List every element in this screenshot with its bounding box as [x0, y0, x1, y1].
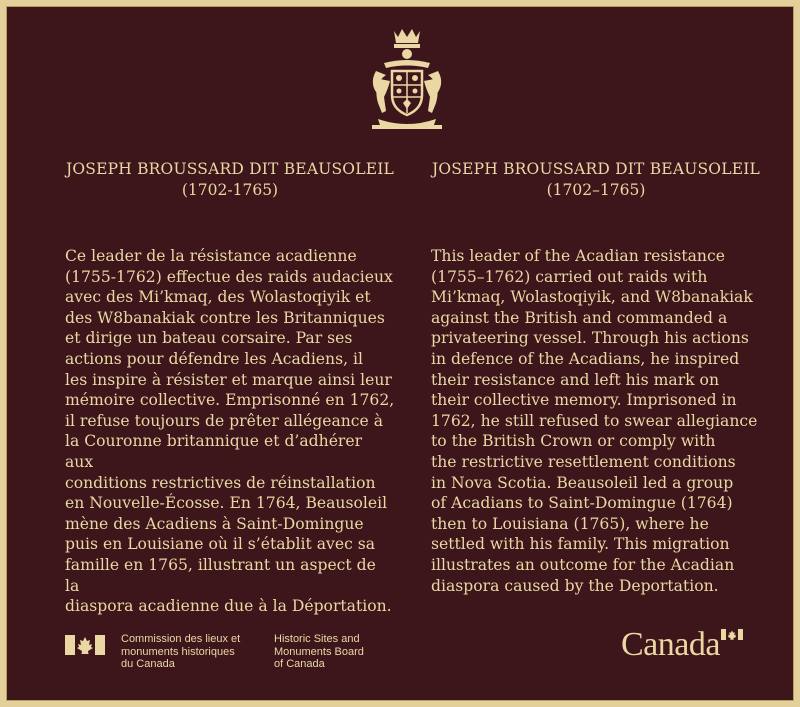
french-dates: (1702-1765)	[181, 181, 279, 199]
english-title: JOSEPH BROUSSARD DIT BEAUSOLEIL	[431, 160, 761, 178]
canada-wordmark: Canada	[621, 626, 720, 663]
plaque	[6, 6, 794, 701]
royal-coat-of-arms-icon	[366, 27, 448, 131]
english-dates: (1702–1765)	[546, 181, 646, 199]
wordmark-flag-icon	[721, 629, 743, 640]
english-body: This leader of the Acadian resistance (1755–1762) carried out raids with Mi’kmaq, Wolastoqiyik, and W8banakiak against the British and commanded a privateering vessel. Through his actions in defence of the Acadians, he inspired their resistance and left his mark on their collective memory. Imprisoned in 1762, he still refused to swear allegiance to the British Crown or comply with the restrictive resettlement conditions in Nova Scotia. Beausoleil led a group of Acadians to Saint-Domingue (1764) then to Louisiana (1765), where he settled with his family. This migration illustrates an outcome for the Acadian diaspora caused by the Deportation.	[431, 247, 758, 595]
board-name-english: Historic Sites and Monuments Board of Canada	[274, 633, 364, 670]
french-title: JOSEPH BROUSSARD DIT BEAUSOLEIL	[65, 160, 395, 178]
board-name-french: Commission des lieux et monuments historiques du Canada	[121, 633, 241, 670]
french-body: Ce leader de la résistance acadienne (1755-1762) effectue des raids audacieux avec des Mi’kmaq, des Wolastoqiyik et des W8banakiak contre les Britanniques et dirige un bateau corsaire. Par ses actions pour défendre les Acadiens, il les inspire à résister et marque ainsi leur mémoire collective. Emprisonné en 1762, il refuse toujours de prêter allégeance à la Couronne britannique et d’adhérer aux conditions restrictives de réinstallation en Nouvelle-Écosse. En 1764, Beausoleil mène des Acadiens à Saint-Domingue puis en Louisiane où il s’établit avec sa famille en 1765, illustrant un aspect de la diaspora acadienne due à la Déportation.	[65, 247, 395, 616]
english-column	[431, 159, 761, 596]
french-column	[65, 159, 395, 617]
canada-flag-icon	[65, 635, 105, 655]
